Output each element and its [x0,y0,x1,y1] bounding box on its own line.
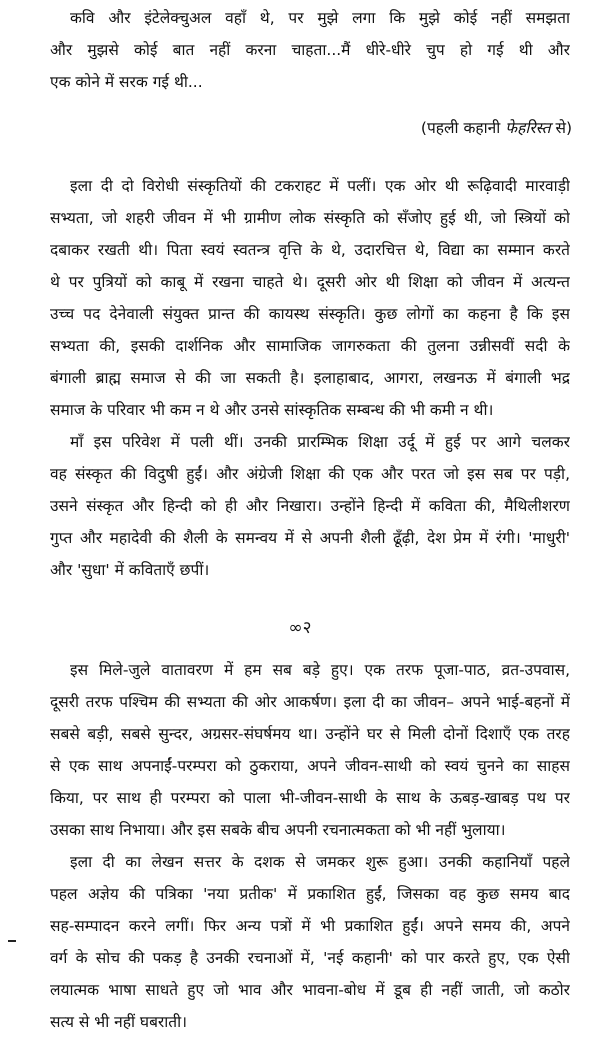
text-line: माँ इस परिवेश में पली थीं। उनकी प्रारम्भिक शिक्षा उर्दू में हुई पर आगे चलकर [70,433,570,451]
text-line: दूसरी तरफ पश्चिम की सभ्यता की ओर आकर्षण। इला दी का जीवन– अपने भाई-बहनों में [50,693,570,711]
text-line: सह-सम्पादन करने लगीं। फिर अन्य पत्रों में भी प्रकाशित हुईं। अपने समय की, अपने [50,917,570,935]
section-divider: ∞२ [288,618,312,638]
paragraph-1 [50,170,570,426]
text-line: सभ्यता की, इसकी दार्शनिक और सामाजिक जागरुकता की तुलना उन्नीसवीं सदी के [50,337,570,355]
text-line: से एक साथ अपनाईं-परम्परा को ठुकराया, अपने जीवन-साथी को स्वयं चुनने का साहस [50,757,570,775]
paragraph-4 [50,846,570,1038]
text-line: इला दी दो विरोधी संस्कृतियों की टकराहट में पलीं। एक ओर थी रूढ़िवादी मारवाड़ी [70,177,570,195]
text-line: कवि और इंटेलेक्चुअल वहाँ थे, पर मुझे लगा कि मुझे कोई नहीं समझता [70,9,570,27]
source-prefix: (पहली कहानी [420,119,506,137]
text-line: सत्य से भी नहीं घबराती। [50,1013,187,1031]
text-line: पहल अज्ञेय की पत्रिका 'नया प्रतीक' में प्रकाशित हुईं, जिसका वह कुछ समय बाद [50,885,570,903]
source-suffix: से) [550,119,572,137]
text-line: और 'सुधा' में कविताएँ छपीं। [50,561,210,579]
text-line: उच्च पद देनेवाली संयुक्त प्रान्त की कायस्थ संस्कृति। कुछ लोगों का कहना है कि इस [50,305,570,323]
quote-source [421,112,572,144]
text-line: समाज के परिवार भी कम न थे और उनसे सांस्कृतिक सम्बन्ध की भी कमी न थी। [50,401,494,419]
text-line: वह संस्कृत की विदुषी हुईं। और अंग्रेजी शिक्षा की एक और परत जो इस सब पर पड़ी, [50,465,570,483]
text-line: सभ्यता, जो शहरी जीवन में भी ग्रामीण लोक संस्कृति को सँजोए हुई थी, जो स्त्रियों को [50,209,570,227]
text-line: इला दी का लेखन सत्तर के दशक से जमकर शुरू हुआ। उनकी कहानियाँ पहले [70,853,570,871]
text-line: उसका साथ निभाया। और इस सबके बीच अपनी रचनात्मकता को भी नहीं भुलाया। [50,821,506,839]
text-line: दबाकर रखती थी। पिता स्वयं स्वतन्त्र वृत्ति के थे, उदारचित्त थे, विद्या का सम्मान करते [50,241,570,259]
paragraph-3 [50,654,570,846]
text-line: थे पर पुत्रियों को काबू में रखना चाहते थे। दूसरी ओर थी शिक्षा को जीवन में अत्यन्त [50,273,570,291]
text-line: गुप्त और महादेवी की शैली के समन्वय में से अपनी शैली ढूँढ़ी, देश प्रेम में रंगी। 'माधुरी' [50,529,570,547]
text-line: सबसे बड़ी, सबसे सुन्दर, अग्रसर-संघर्षमय था। उन्होंने घर से मिली दोनों दिशाएँ एक तरह [50,725,570,743]
text-line: उसने संस्कृत और हिन्दी को ही और निखारा। उन्होंने हिन्दी में कविता की, मैथिलीशरण [50,497,570,515]
text-line: लयात्मक भाषा साधते हुए जो भाव और भावना-बोध में डूब ही नहीं जाती, जो कठोर [50,981,570,999]
margin-mark [8,940,16,942]
text-line: वर्ग के सोच की पकड़ है उनकी रचनाओं में, 'नई कहानी' को पार करते हुए, एक ऐसी [50,949,570,967]
paragraph-2 [50,426,570,586]
text-line: किया, पर साथ ही परम्परा को पाला भी-जीवन-साथी के साथ के ऊबड़-खाबड़ पथ पर [50,789,570,807]
text-line: इस मिले-जुले वातावरण में हम सब बड़े हुए। एक तरफ पूजा-पाठ, व्रत-उपवास, [70,661,570,679]
opening-quote [50,2,570,98]
text-line: बंगाली ब्राह्म समाज से की जा सकती है। इलाहाबाद, आगरा, लखनऊ में बंगाली भद्र [50,369,570,387]
text-line: एक कोने में सरक गई थी... [50,73,203,91]
text-line: और मुझसे कोई बात नहीं करना चाहता...मैं धीरे-धीरे चुप हो गई थी और [50,41,570,59]
source-title: फेहरिस्त [505,119,551,137]
